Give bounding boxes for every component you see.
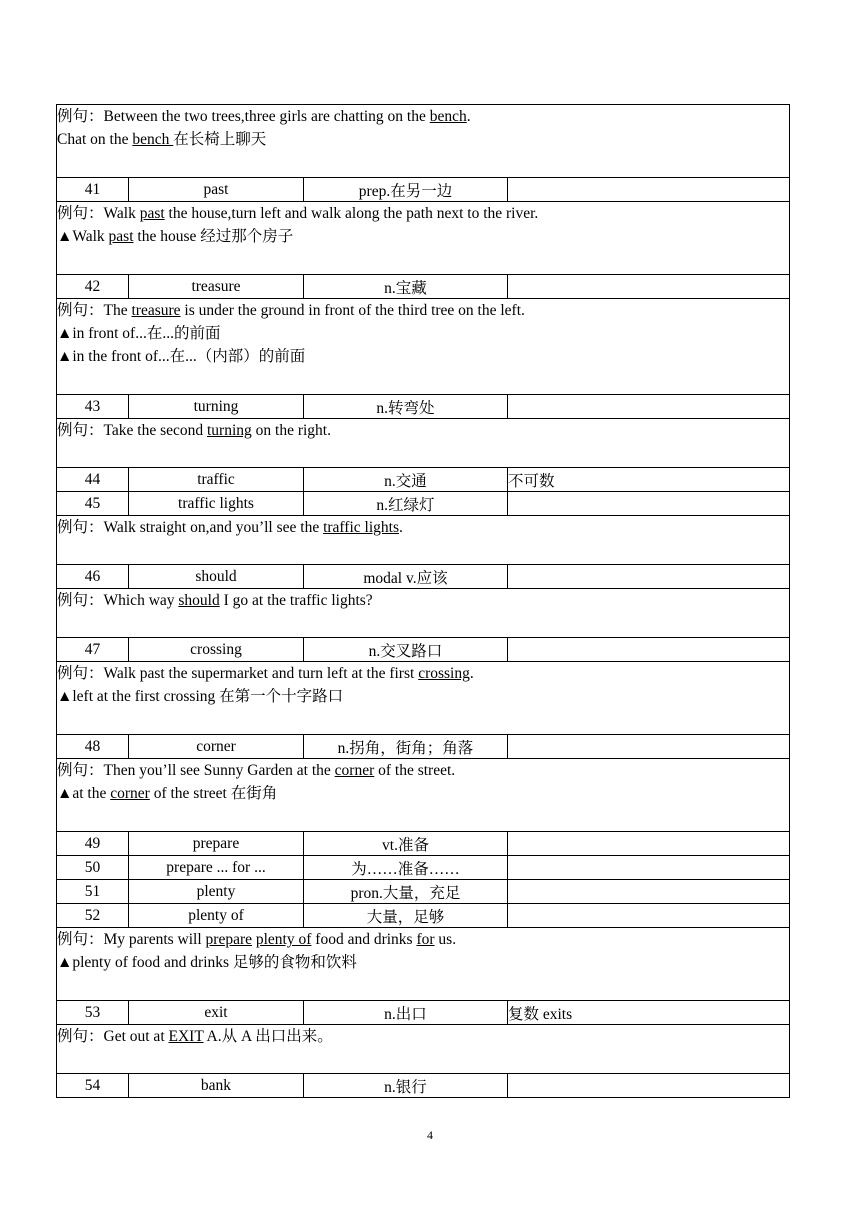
word-number: 53 [57, 1001, 129, 1025]
underlined-term: bench [132, 131, 174, 148]
text-segment: I go at the traffic lights? [219, 592, 373, 609]
word-term: should [129, 565, 304, 589]
word-row [57, 832, 790, 856]
underlined-term: past [139, 205, 165, 222]
word-note [508, 832, 790, 856]
word-number: 45 [57, 492, 129, 516]
text-segment: the house,turn left and walk along the path next to the river. [164, 205, 539, 222]
text-segment: food and drinks [311, 931, 417, 948]
word-row [57, 1074, 790, 1098]
word-meaning: 大量，足够 [304, 904, 508, 928]
example-row [57, 1025, 790, 1074]
word-number: 42 [57, 275, 129, 299]
word-row [57, 492, 790, 516]
underlined-term: bench [429, 108, 467, 125]
example-line [57, 128, 789, 151]
text-segment: of the street 在街角 [149, 785, 278, 802]
word-note [508, 565, 790, 589]
vocabulary-table [56, 104, 790, 1098]
word-meaning: n.拐角，街角；角落 [304, 735, 508, 759]
word-row [57, 395, 790, 419]
text-segment: 例句：Between the two trees,three girls are chatting on the [57, 108, 430, 125]
word-meaning: n.转弯处 [304, 395, 508, 419]
word-term: exit [129, 1001, 304, 1025]
word-term: plenty [129, 880, 304, 904]
example-cell [57, 299, 790, 395]
word-term: traffic lights [129, 492, 304, 516]
text-segment: 例句：Take the second [57, 422, 207, 439]
page-number: 4 [427, 1128, 433, 1142]
example-line [57, 105, 789, 128]
text-segment: . [398, 519, 403, 536]
word-number: 52 [57, 904, 129, 928]
word-meaning: 为……准备…… [304, 856, 508, 880]
text-segment: 例句：The [57, 302, 132, 319]
word-term: traffic [129, 468, 304, 492]
example-row [57, 759, 790, 832]
word-note [508, 275, 790, 299]
example-cell [57, 662, 790, 735]
text-segment: 例句：Walk [57, 205, 140, 222]
word-row [57, 178, 790, 202]
word-meaning: n.交通 [304, 468, 508, 492]
example-row [57, 419, 790, 468]
word-row [57, 856, 790, 880]
word-note [508, 638, 790, 662]
word-term: prepare ... for ... [129, 856, 304, 880]
word-number: 48 [57, 735, 129, 759]
example-row [57, 589, 790, 638]
word-note: 不可数 [508, 468, 790, 492]
word-term: corner [129, 735, 304, 759]
word-meaning: modal v.应该 [304, 565, 508, 589]
example-line [57, 322, 789, 345]
word-term: prepare [129, 832, 304, 856]
word-note [508, 904, 790, 928]
text-segment: A.从 A 出口出来。 [203, 1028, 333, 1045]
word-note [508, 1074, 790, 1098]
example-row [57, 516, 790, 565]
example-cell [57, 202, 790, 275]
word-note [508, 856, 790, 880]
text-segment: is under the ground in front of the third tree on the left. [180, 302, 525, 319]
example-cell [57, 589, 790, 638]
word-number: 51 [57, 880, 129, 904]
underlined-term: corner [110, 785, 150, 802]
example-cell [57, 928, 790, 1001]
word-row [57, 468, 790, 492]
example-line [57, 225, 789, 248]
example-line [57, 202, 789, 225]
word-meaning: vt.准备 [304, 832, 508, 856]
example-cell [57, 419, 790, 468]
word-meaning: n.红绿灯 [304, 492, 508, 516]
text-segment: ▲in front of...在...的前面 [57, 325, 221, 342]
word-meaning: prep.在另一边 [304, 178, 508, 202]
word-row [57, 904, 790, 928]
example-line [57, 662, 789, 685]
example-cell [57, 1025, 790, 1074]
word-term: bank [129, 1074, 304, 1098]
word-row [57, 638, 790, 662]
underlined-term: turning [207, 422, 252, 439]
text-segment: 例句：Walk straight on,and you’ll see the [57, 519, 324, 536]
underlined-term: traffic lights [323, 519, 399, 536]
word-meaning: n.交叉路口 [304, 638, 508, 662]
example-line [57, 589, 789, 612]
text-segment: 例句：Get out at [57, 1028, 169, 1045]
word-term: plenty of [129, 904, 304, 928]
word-number: 49 [57, 832, 129, 856]
text-segment: ▲Walk [57, 228, 109, 245]
text-segment: ▲in the front of...在...（内部）的前面 [57, 348, 306, 365]
text-segment: 在长椅上聊天 [173, 131, 267, 148]
example-cell [57, 516, 790, 565]
text-segment: 例句：My parents will [57, 931, 206, 948]
text-segment: the house 经过那个房子 [133, 228, 294, 245]
text-segment: ▲left at the first crossing 在第一个十字路口 [57, 688, 344, 705]
text-segment: . [466, 108, 471, 125]
example-line [57, 782, 789, 805]
example-row [57, 202, 790, 275]
underlined-term: EXIT [168, 1028, 204, 1045]
underlined-term: corner [334, 762, 375, 779]
text-segment: 例句：Walk past the supermarket and turn left at the first [57, 665, 419, 682]
underlined-term: past [108, 228, 134, 245]
word-number: 46 [57, 565, 129, 589]
underlined-term: prepare [205, 931, 252, 948]
word-note [508, 178, 790, 202]
word-meaning: n.银行 [304, 1074, 508, 1098]
word-term: past [129, 178, 304, 202]
example-line [57, 299, 789, 322]
example-row [57, 105, 790, 178]
example-row [57, 299, 790, 395]
word-row [57, 735, 790, 759]
example-row [57, 928, 790, 1001]
text-segment: us. [434, 931, 457, 948]
word-number: 44 [57, 468, 129, 492]
text-segment: of the street. [374, 762, 456, 779]
text-segment: 例句：Then you’ll see Sunny Garden at the [57, 762, 335, 779]
example-line [57, 759, 789, 782]
example-row [57, 662, 790, 735]
word-number: 50 [57, 856, 129, 880]
underlined-term: for [416, 931, 435, 948]
word-number: 54 [57, 1074, 129, 1098]
word-meaning: n.出口 [304, 1001, 508, 1025]
underlined-term: crossing [418, 665, 470, 682]
example-cell [57, 105, 790, 178]
word-number: 43 [57, 395, 129, 419]
text-segment: 例句：Which way [57, 592, 179, 609]
underlined-term: treasure [131, 302, 181, 319]
example-line [57, 1025, 789, 1048]
example-line [57, 345, 789, 368]
word-number: 41 [57, 178, 129, 202]
word-term: treasure [129, 275, 304, 299]
word-row [57, 275, 790, 299]
underlined-term: plenty of [255, 931, 312, 948]
underlined-term: should [178, 592, 220, 609]
word-term: crossing [129, 638, 304, 662]
word-note [508, 735, 790, 759]
text-segment: . [469, 665, 474, 682]
word-row [57, 880, 790, 904]
word-meaning: n.宝藏 [304, 275, 508, 299]
example-line [57, 516, 789, 539]
text-segment: on the right. [251, 422, 331, 439]
example-line [57, 685, 789, 708]
word-note [508, 395, 790, 419]
word-note: 复数 exits [508, 1001, 790, 1025]
example-line [57, 951, 789, 974]
example-line [57, 928, 789, 951]
word-row [57, 565, 790, 589]
example-cell [57, 759, 790, 832]
word-number: 47 [57, 638, 129, 662]
example-line [57, 419, 789, 442]
word-meaning: pron.大量，充足 [304, 880, 508, 904]
text-segment: Chat on the [57, 131, 133, 148]
text-segment: ▲plenty of food and drinks 足够的食物和饮料 [57, 954, 357, 971]
text-segment: ▲at the [57, 785, 111, 802]
word-note [508, 492, 790, 516]
word-note [508, 880, 790, 904]
word-term: turning [129, 395, 304, 419]
word-row [57, 1001, 790, 1025]
